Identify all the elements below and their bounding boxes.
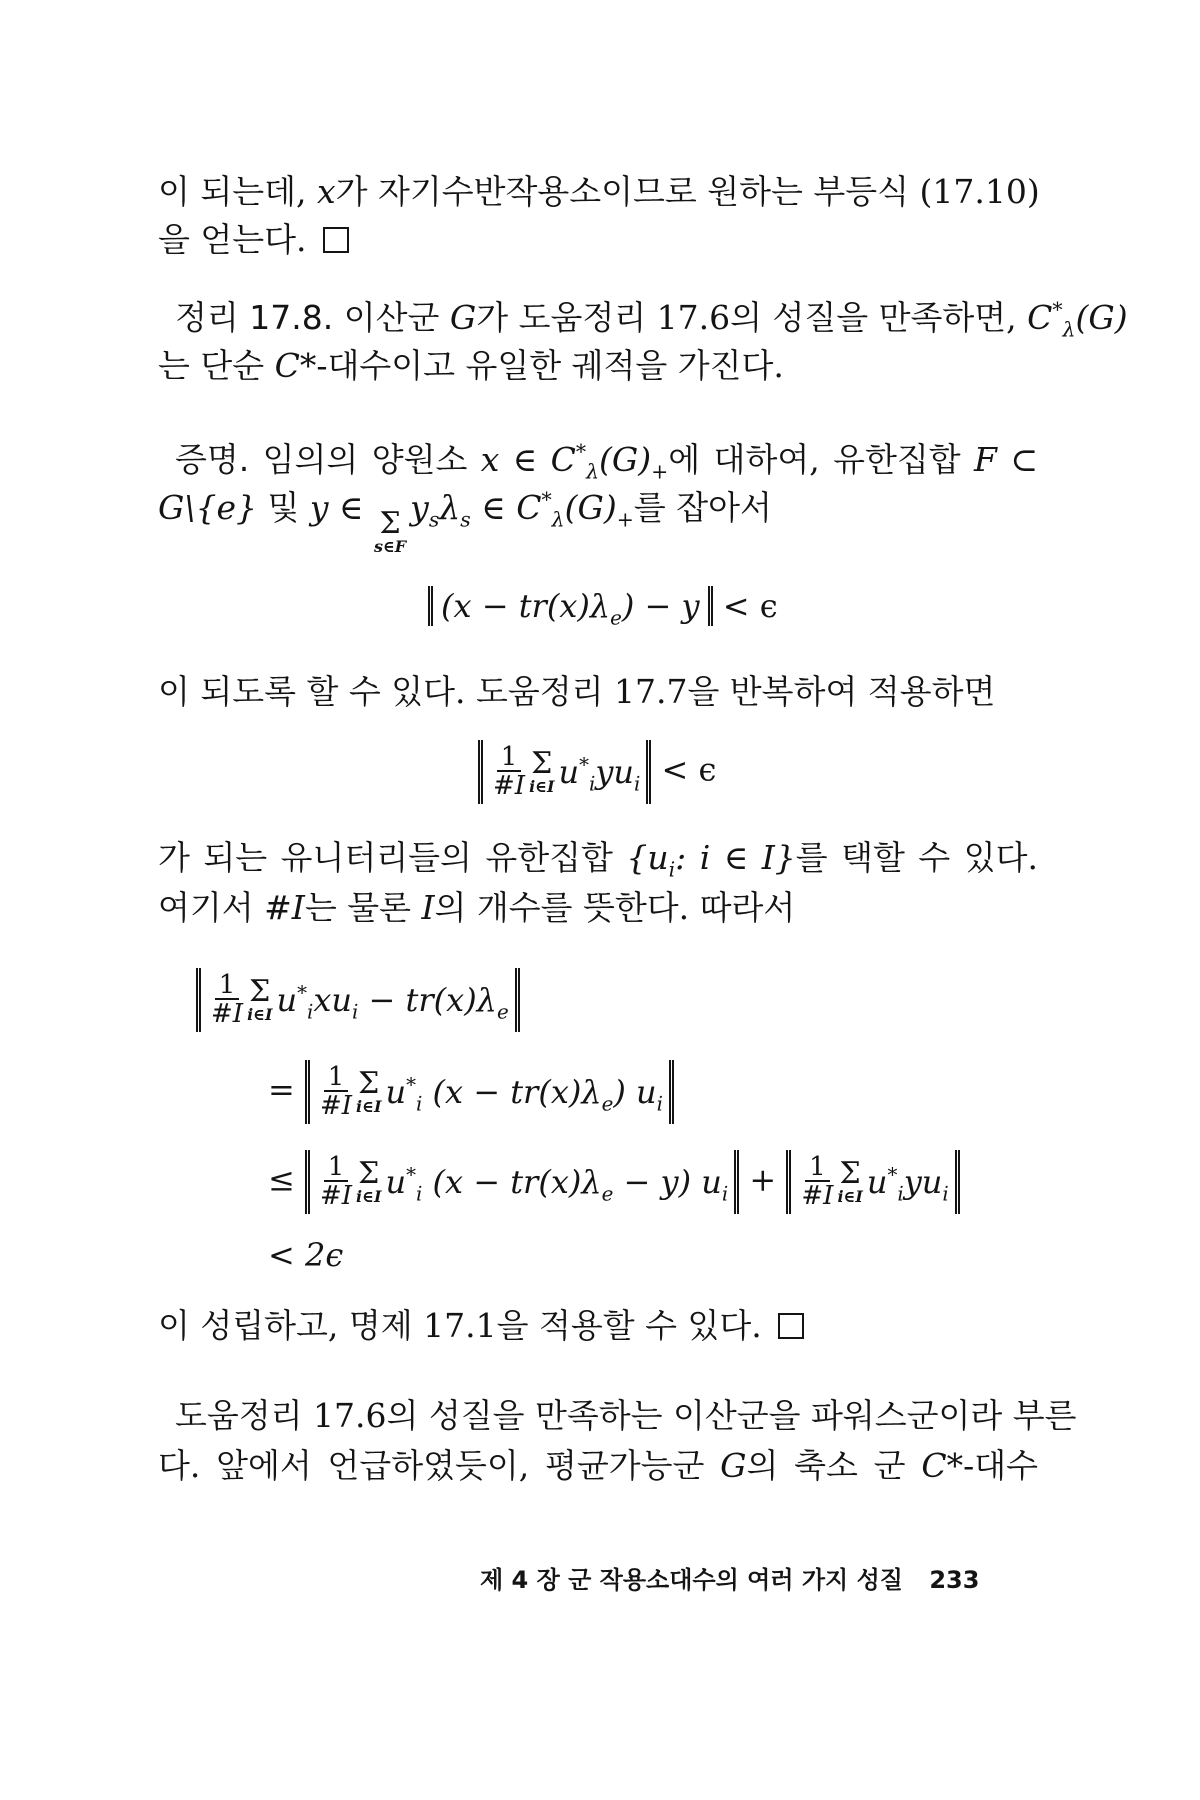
- text: 및: [267, 488, 300, 527]
- text-line: [158, 1306, 804, 1346]
- text: 는 물론: [304, 888, 411, 927]
- fraction: $\frac{1}{\#I}$: [319, 1062, 353, 1121]
- text: -대수이고 유일한 궤적을 가진다.: [316, 346, 784, 385]
- text: 가 되는 유니터리들의 유한집합: [158, 838, 613, 877]
- text: 이 성립하고, 명제 17.1을 적용할 수 있다.: [158, 1306, 762, 1345]
- fraction: $\frac{1}{\#I}$: [801, 1152, 834, 1211]
- math-expr: {$u_i$: i ∈ I}: [626, 838, 796, 882]
- theorem-label: 정리 17.8.: [175, 298, 334, 337]
- text-line: [158, 488, 772, 555]
- text-line: [158, 172, 1038, 212]
- sum-symbol: Σ i∈I: [837, 1156, 863, 1206]
- page-number: 233: [929, 1566, 980, 1594]
- fraction: $\frac{1}{\#I}$: [211, 970, 244, 1029]
- qed-box-icon: [323, 227, 349, 253]
- equation-line-a: [196, 968, 520, 1032]
- math-var: y ∈: [309, 488, 364, 527]
- text: 임의의 양원소: [262, 440, 468, 479]
- theorem-line: [175, 298, 1128, 342]
- text: 에 대하여, 유한집합: [668, 440, 961, 479]
- math-var: F ⊂: [974, 440, 1038, 479]
- proof-label: 증명.: [175, 440, 250, 479]
- text: 다. 앞에서 언급하였듯이, 평균가능군: [158, 1446, 705, 1485]
- text: 의 개수를 뜻한다. 따라서: [434, 888, 796, 927]
- text-line: [175, 1396, 1077, 1436]
- text: 를 잡아서: [633, 488, 772, 527]
- text: 을 얻는다.: [158, 220, 307, 259]
- norm-expr: $\frac{1}{\#I}$ Σ i∈I $u^*_iyu_i$: [786, 1150, 959, 1214]
- math-var: x: [317, 172, 336, 211]
- norm-expr: $(x - tr(x)\lambda_e) - y$: [428, 586, 713, 626]
- math-op: =: [268, 1070, 295, 1109]
- norm-expr: $\frac{1}{\#I}$ Σ i∈I $u^*_i$ $(x - tr(x)\lambda_e - y)$ $u_i$: [305, 1150, 739, 1214]
- sum-symbol: Σ i∈I: [247, 974, 273, 1024]
- norm-expr: $\frac{1}{\#I}$ Σ i∈I $u^*_ixu_i - tr(x)\lambda_e$: [196, 968, 520, 1032]
- sum-symbol: Σ i∈I: [356, 1156, 382, 1206]
- math-var: G: [449, 298, 477, 337]
- math-var: x: [480, 440, 500, 479]
- norm-expr: $\frac{1}{\#I}$ Σ i∈I $u^*_i$ $(x - tr(x)\lambda_e)$ $u_i$: [305, 1060, 674, 1124]
- sum-symbol: Σ i∈I: [529, 746, 555, 796]
- text: 가 자기수반작용소이므로 원하는 부등식 (17.10): [335, 172, 1040, 211]
- equation-line-d: [268, 1236, 343, 1274]
- chapter-title: 제 4 장 군 작용소대수의 여러 가지 성질: [480, 1566, 903, 1594]
- math-var: I: [421, 888, 435, 927]
- math-op: ∈: [512, 440, 538, 479]
- text-line: [158, 1446, 1038, 1486]
- text: 가 도움정리 17.6의 성질을 만족하면,: [476, 298, 1017, 337]
- math-rhs: < ϵ: [661, 750, 717, 789]
- math-expr: $C^*_\lambda(G)_+$: [516, 488, 634, 532]
- text: 의 축소 군: [746, 1446, 906, 1485]
- math-var: G: [720, 1446, 747, 1485]
- text: 이산군: [343, 298, 440, 337]
- sum-symbol: Σ s∈F: [373, 506, 407, 556]
- equation-norm: [428, 586, 778, 630]
- text: -대수: [963, 1446, 1038, 1485]
- math-op: ∈: [481, 488, 506, 527]
- equation-line-b: [268, 1060, 674, 1124]
- text: 를 택할 수 있다.: [795, 838, 1038, 877]
- norm-expr: $\frac{1}{\#I}$ Σ i∈I $u^*_iyu_i$: [478, 740, 651, 804]
- math-op: ≤: [268, 1160, 295, 1199]
- math-expr: $y_s\lambda_s$: [410, 488, 471, 532]
- math-var: G\{e}: [158, 488, 257, 527]
- running-footer: [480, 1560, 979, 1595]
- math-rhs: < ϵ: [722, 587, 778, 625]
- text: 이 되도록 할 수 있다. 도움정리 17.7을 반복하여 적용하면: [158, 672, 996, 711]
- math-rhs: < 2ϵ: [268, 1236, 344, 1274]
- math-op: +: [749, 1160, 777, 1199]
- equation-average: [478, 740, 716, 804]
- text: 도움정리 17.6의 성질을 만족하는 이산군을 파워스군이라 부른: [175, 1396, 1077, 1435]
- text-line: [158, 672, 995, 712]
- text-line: [158, 220, 349, 260]
- text-line: [158, 346, 784, 386]
- qed-box-icon: [778, 1313, 804, 1339]
- proof-line: [175, 440, 1038, 484]
- fraction: $\frac{1}{\#I}$: [319, 1152, 353, 1211]
- math-expr: $C^*_\lambda(G)$: [1027, 298, 1128, 342]
- math-var: C*: [274, 346, 317, 385]
- sum-symbol: Σ i∈I: [356, 1066, 382, 1116]
- text: 이 되는데,: [158, 172, 307, 211]
- fraction: $\frac{1}{\#I}$: [493, 742, 526, 801]
- text-line: [158, 888, 795, 928]
- math-var: #I: [264, 888, 305, 927]
- text: 여기서: [158, 888, 254, 927]
- text-line: [158, 838, 1038, 882]
- equation-line-c: [268, 1150, 960, 1214]
- math-expr: $C^*_\lambda(G)_+$: [550, 440, 669, 484]
- text: 는 단순: [158, 346, 265, 385]
- math-var: C*: [921, 1446, 964, 1485]
